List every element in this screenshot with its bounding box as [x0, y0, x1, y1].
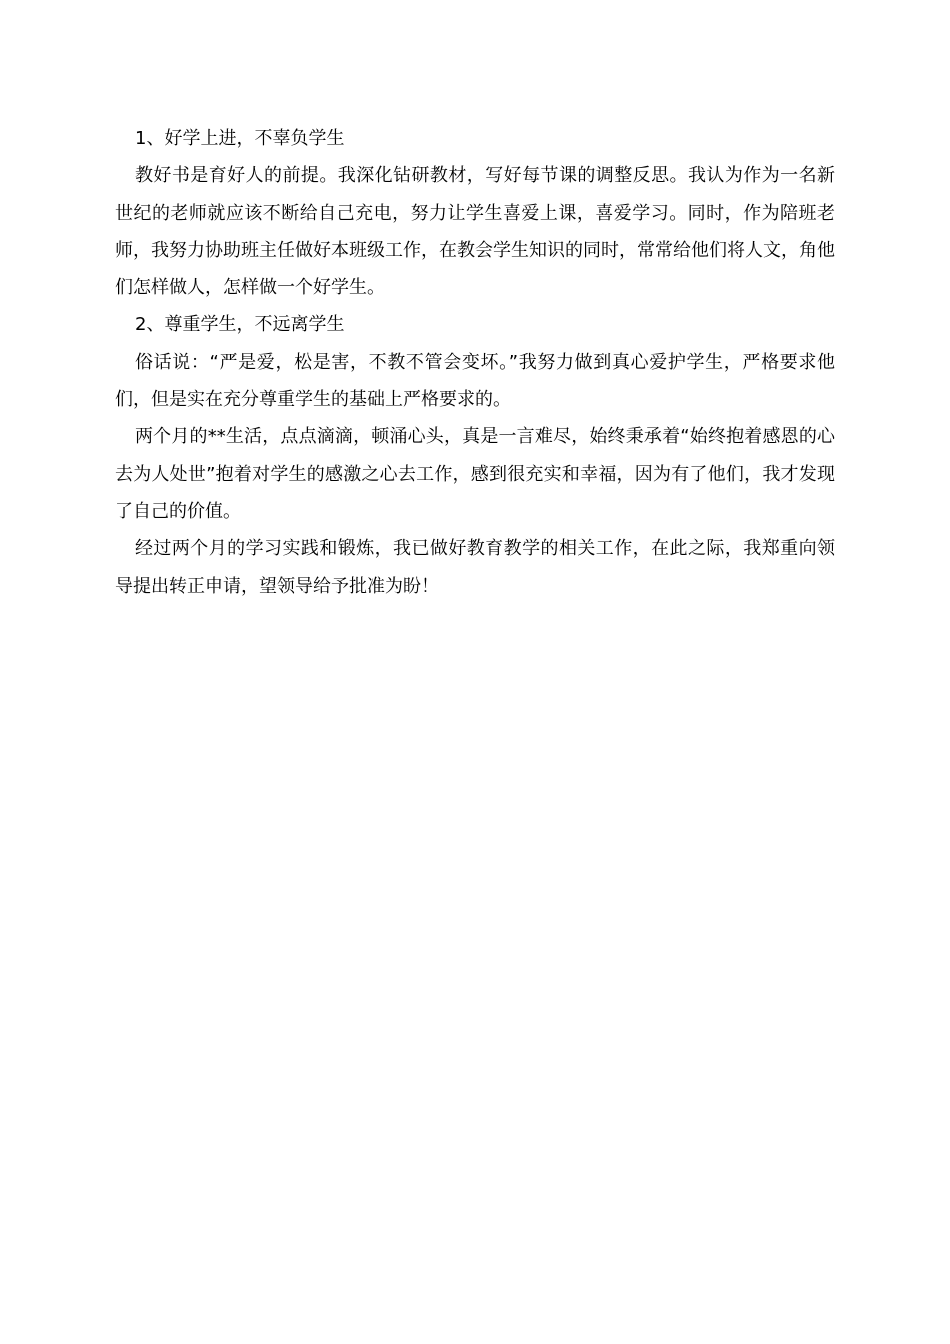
- paragraph-two-months: 两个月的**生活，点点滴滴，顿涌心头，真是一言难尽，始终秉承着“始终抱着感恩的心去为人处世”抱着对学生的感激之心去工作，感到很充实和幸福，因为有了他们，我才发现了自己的价值。: [115, 426, 835, 522]
- section-heading-2: 2、尊重学生，不远离学生: [135, 314, 345, 336]
- paragraph-teaching: 教好书是育好人的前提。我深化钻研教材，写好每节课的调整反思。我认为作为一名新世纪的老师就应该不断给自己充电，努力让学生喜爱上课，喜爱学习。同时，作为陪班老师，我努力协助班主任做好本班级工作，在教会学生知识的同时，常常给他们将人文，角他们怎样做人，怎样做一个好学生。: [115, 165, 835, 299]
- document-body: [115, 120, 835, 605]
- paragraph-respect: 俗话说：“严是爱，松是害，不教不管会变坏。”我努力做到真心爱护学生，严格要求他们，但是实在充分尊重学生的基础上严格要求的。: [115, 351, 835, 411]
- paragraph-conclusion: 经过两个月的学习实践和锻炼，我已做好教育教学的相关工作，在此之际，我郑重向领导提出转正申请，望领导给予批准为盼！: [115, 538, 835, 597]
- section-heading-1: 1、好学上进，不辜负学生: [135, 128, 345, 149]
